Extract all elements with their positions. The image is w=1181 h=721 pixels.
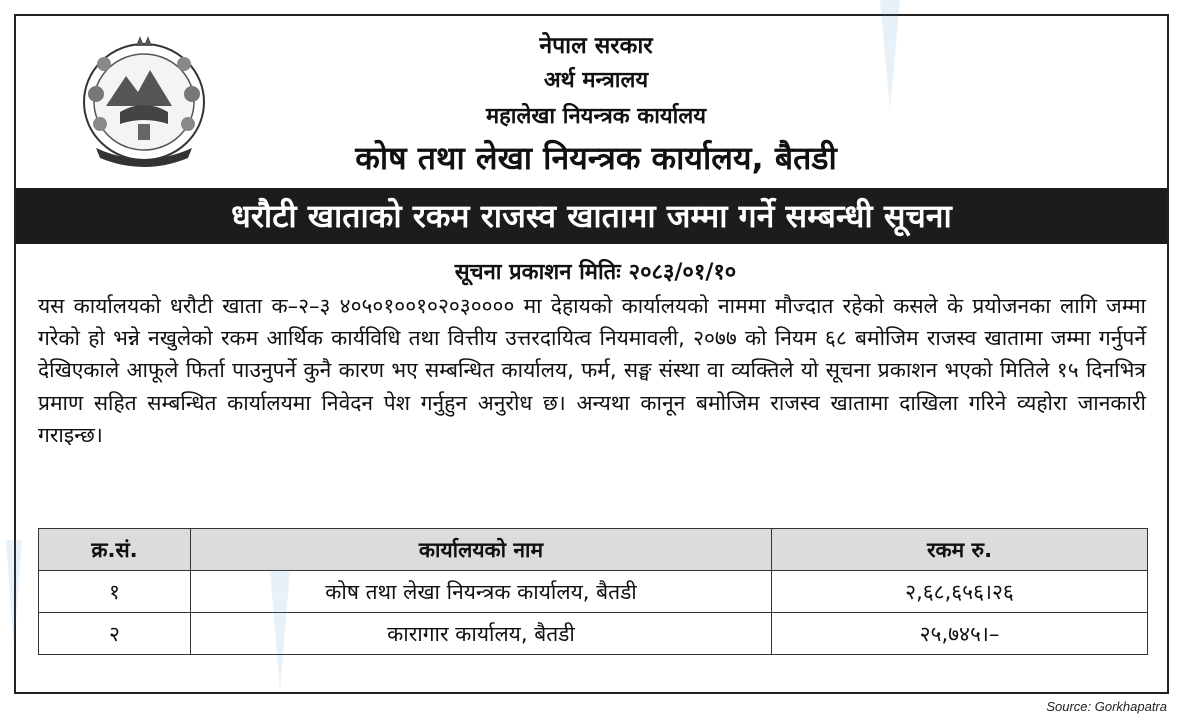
watermark-shape xyxy=(260,560,310,700)
watermark-shape xyxy=(860,0,920,120)
office-name: कोष तथा लेखा नियन्त्रक कार्यालय, बैतडी xyxy=(355,139,837,177)
table-cell-amount: २५,७४५।– xyxy=(772,613,1148,655)
table-cell-amount: २,६८,६५६।२६ xyxy=(772,571,1148,613)
watermark-shape xyxy=(0,540,40,660)
column-header-office: कार्यालयको नाम xyxy=(191,529,772,571)
notice-title-banner: धरौटी खाताको रकम राजस्व खातामा जम्मा गर्ने सम्बन्धी सूचना xyxy=(16,188,1167,244)
source-credit: Source: Gorkhapatra xyxy=(1046,699,1167,714)
department-name: महालेखा नियन्त्रक कार्यालय xyxy=(485,104,707,129)
table-cell-office: कोष तथा लेखा नियन्त्रक कार्यालय, बैतडी xyxy=(191,571,772,613)
notice-body-text: यस कार्यालयको धरौटी खाता क–२–३ ४०५०१००१०२०३०००० मा देहायको कार्यालयको नाममा मौज्दात रहेको कसले के प्रयोजनका लागि जम्मा गरेको हो भन्ने नखुलेको रकम आर्थिक कार्यविधि तथा वित्तीय उत्तरदायित्व नियमावली, २०७७ को नियम ६८ बमोजिम राजस्व खातामा जम्मा गर्नुपर्ने देखिएकाले आफूले फिर्ता पाउनुपर्ने कुनै कारण भए सम्बन्धित कार्यालय, फर्म, सङ्घ संस्था वा व्यक्तिले यो सूचना प्रकाशन भएको मितिले १५ दिनभित्र प्रमाण सहित सम्बन्धित कार्यालयमा निवेदन पेश गर्नुहुन अनुरोध छ। अन्यथा कानून बमोजिम राजस्व खातामा दाखिला गरिने व्यहोरा जानकारी गराइन्छ। xyxy=(38,294,1146,447)
table-row xyxy=(39,571,1148,613)
table-cell-serial: २ xyxy=(39,613,191,655)
table-cell-serial: १ xyxy=(39,571,191,613)
ministry-name: अर्थ मन्त्रालय xyxy=(543,68,649,93)
column-header-serial: क्र.सं. xyxy=(39,529,191,571)
publication-date-value: २०८३/०१/१० xyxy=(628,260,737,285)
table-header-row xyxy=(39,529,1148,571)
nepal-government-emblem-icon xyxy=(76,24,212,170)
table-row xyxy=(39,613,1148,655)
publication-date-line xyxy=(16,256,1167,286)
amounts-table xyxy=(38,528,1148,655)
government-name: नेपाल सरकार xyxy=(539,33,653,59)
table-cell-office: कारागार कार्यालय, बैतडी xyxy=(191,613,772,655)
publication-date-label: सूचना प्रकाशन मितिः xyxy=(454,260,621,285)
notice-frame xyxy=(14,14,1169,694)
column-header-amount: रकम रु. xyxy=(772,529,1148,571)
